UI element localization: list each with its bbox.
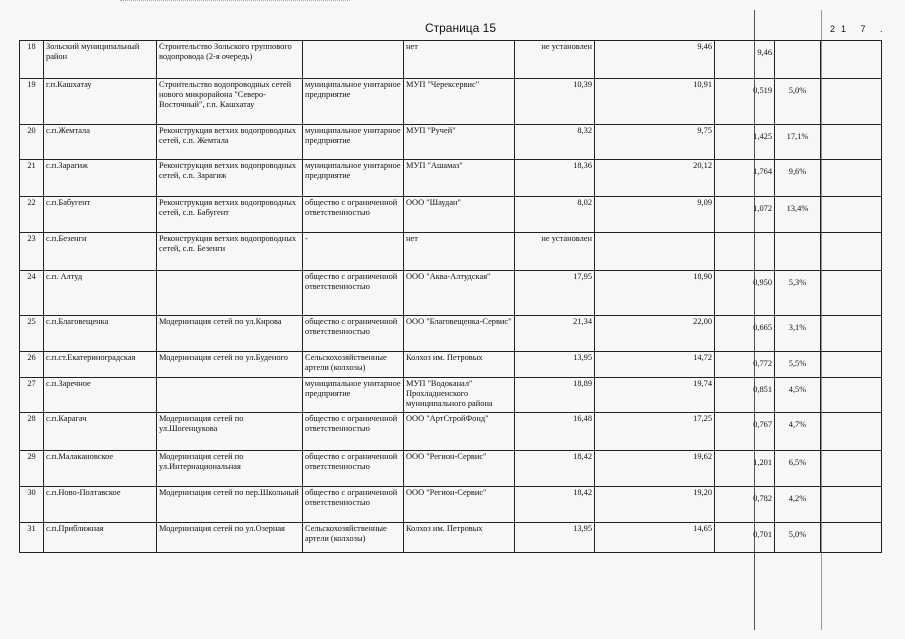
row-tariff-current: 8,32: [515, 125, 595, 160]
row-tariff-current: 18,89: [515, 378, 595, 413]
row-percent: [775, 352, 821, 378]
row-location: с.п.ст.Екатериноградская: [44, 352, 157, 378]
row-tariff-new: 19,20: [595, 487, 715, 523]
row-percent-value: 5,0%: [788, 530, 807, 539]
row-percent: [775, 413, 821, 451]
row-location: с.п. Алтуд: [44, 271, 157, 316]
row-organization: МУП "Водоканал" Прохладненского муниципального района: [404, 378, 515, 413]
row-tariff-increase: [715, 352, 775, 378]
row-tariff-increase: [715, 271, 775, 316]
row-tariff-current: 18,42: [515, 451, 595, 487]
page-title: Страница 15: [424, 21, 497, 35]
row-tariff-increase-value: 0,519: [753, 86, 772, 95]
row-org-form: Сельскохозяйственные артели (колхозы): [303, 523, 404, 553]
row-percent-value: 17,1%: [786, 132, 809, 141]
row-number: 26: [20, 352, 44, 378]
row-project: [157, 378, 303, 413]
row-tariff-current: 17,95: [515, 271, 595, 316]
row-org-form: муниципальное унитарное предприятие: [303, 125, 404, 160]
row-tariff-new: 9,09: [595, 197, 715, 233]
row-tariff-increase: [715, 125, 775, 160]
row-tariff-increase: [715, 487, 775, 523]
table-row: [20, 451, 882, 487]
row-location: Зольский муниципальный район: [44, 41, 157, 79]
row-tariff-new: 20,12: [595, 160, 715, 197]
row-tariff-current: 18,36: [515, 160, 595, 197]
row-percent: [775, 197, 821, 233]
row-number: 23: [20, 233, 44, 271]
row-organization: МУП "Ручей": [404, 125, 515, 160]
table-row: [20, 233, 882, 271]
row-organization: ООО "Шаудан": [404, 197, 515, 233]
row-location: с.п.Благовещенка: [44, 316, 157, 352]
row-organization: нет: [404, 41, 515, 79]
row-tariff-increase-value: 0,767: [753, 420, 772, 429]
row-organization: Колхоз им. Петровых: [404, 523, 515, 553]
row-organization: ООО "АртСтройФонд": [404, 413, 515, 451]
row-percent: [775, 271, 821, 316]
table-row: [20, 487, 882, 523]
row-tariff-new: 22,00: [595, 316, 715, 352]
scan-top-edge: [120, 0, 350, 4]
row-tariff-current: 16,48: [515, 413, 595, 451]
row-tariff-new: 14,65: [595, 523, 715, 553]
row-tariff-current: 21,34: [515, 316, 595, 352]
row-location: г.п.Кашхатау: [44, 79, 157, 125]
row-tariff-current: 13,95: [515, 352, 595, 378]
row-tariff-current: не установлен: [515, 233, 595, 271]
row-number: 18: [20, 41, 44, 79]
row-project: Модернизация сетей по ул.Интернациональная: [157, 451, 303, 487]
table-row: [20, 79, 882, 125]
row-empty-cell: [821, 352, 882, 378]
row-project: Строительство водопроводных сетей нового микрорайона "Северо-Восточный", г.п. Кашхатау: [157, 79, 303, 125]
row-percent-value: 13,4%: [786, 204, 809, 213]
row-project: Модернизация сетей по пер.Школьный: [157, 487, 303, 523]
row-tariff-increase: [715, 523, 775, 553]
row-project: [157, 271, 303, 316]
row-organization: нет: [404, 233, 515, 271]
row-location: с.п.Приближная: [44, 523, 157, 553]
row-project: Модернизация сетей по ул.Кирова: [157, 316, 303, 352]
row-project: Модернизация сетей по ул.Озерная: [157, 523, 303, 553]
row-tariff-current: не установлен: [515, 41, 595, 79]
row-tariff-new: 18,90: [595, 271, 715, 316]
row-org-form: муниципальное унитарное предприятие: [303, 378, 404, 413]
row-tariff-increase-value: 0,701: [753, 530, 772, 539]
row-org-form: общество с ограниченной ответственностью: [303, 451, 404, 487]
row-tariff-new: 19,74: [595, 378, 715, 413]
row-empty-cell: [821, 197, 882, 233]
row-percent-value: 4,2%: [788, 494, 807, 503]
table-row: [20, 125, 882, 160]
row-percent-value: 5,0%: [788, 86, 807, 95]
row-percent: [775, 378, 821, 413]
row-number: 25: [20, 316, 44, 352]
row-percent-value: 3,1%: [788, 323, 807, 332]
row-tariff-increase-value: 1,425: [753, 132, 772, 141]
row-location: с.п.Малакановское: [44, 451, 157, 487]
row-org-form: общество с ограниченной ответственностью: [303, 197, 404, 233]
row-number: 19: [20, 79, 44, 125]
row-organization: МУП "Ашамаз": [404, 160, 515, 197]
table-row: [20, 413, 882, 451]
row-empty-cell: [821, 79, 882, 125]
row-percent-value: 4,7%: [788, 420, 807, 429]
row-location: с.п.Карагач: [44, 413, 157, 451]
row-percent: [775, 233, 821, 271]
row-location: с.п.Безенги: [44, 233, 157, 271]
row-project: Реконструкция ветхих водопроводных сетей, с.п. Бабугент: [157, 197, 303, 233]
table-row: [20, 352, 882, 378]
row-number: 22: [20, 197, 44, 233]
row-number: 21: [20, 160, 44, 197]
row-project: Модернизация сетей по ул.Буденого: [157, 352, 303, 378]
row-percent: [775, 316, 821, 352]
row-tariff-new: 19,62: [595, 451, 715, 487]
row-tariff-current: 18,42: [515, 487, 595, 523]
row-location: с.п.Ново-Полтавское: [44, 487, 157, 523]
water-supply-table: [19, 40, 882, 553]
row-organization: Колхоз им. Петровых: [404, 352, 515, 378]
row-empty-cell: [821, 233, 882, 271]
row-project: Модернизация сетей по ул.Шогенцукова: [157, 413, 303, 451]
row-project: Строительство Зольского группового водопровода (2-я очередь): [157, 41, 303, 79]
row-empty-cell: [821, 487, 882, 523]
row-organization: ООО "Регион-Сервис": [404, 487, 515, 523]
table-row: [20, 197, 882, 233]
row-empty-cell: [821, 451, 882, 487]
row-org-form: общество с ограниченной ответственностью: [303, 316, 404, 352]
row-tariff-increase-value: 0,782: [753, 494, 772, 503]
row-empty-cell: [821, 125, 882, 160]
table-row: [20, 523, 882, 553]
row-number: 30: [20, 487, 44, 523]
row-location: с.п.Жемтала: [44, 125, 157, 160]
row-tariff-new: 10,91: [595, 79, 715, 125]
row-location: с.п.Бабугент: [44, 197, 157, 233]
row-empty-cell: [821, 316, 882, 352]
row-organization: МУП "Черексервис": [404, 79, 515, 125]
row-tariff-new: 9,46: [595, 41, 715, 79]
row-percent-value: 4,5%: [788, 385, 807, 394]
row-empty-cell: [821, 523, 882, 553]
row-tariff-current: 13,95: [515, 523, 595, 553]
row-tariff-increase: [715, 41, 775, 79]
row-organization: ООО "Аква-Алтудская": [404, 271, 515, 316]
row-tariff-increase: [715, 378, 775, 413]
row-tariff-increase-value: 1,201: [753, 458, 772, 467]
row-tariff-current: 10,39: [515, 79, 595, 125]
row-tariff-increase-value: 0,772: [753, 359, 772, 368]
row-percent: [775, 523, 821, 553]
row-number: 27: [20, 378, 44, 413]
row-tariff-increase-value: 0,950: [753, 278, 772, 287]
row-percent: [775, 41, 821, 79]
row-org-form: муниципальное унитарное предприятие: [303, 160, 404, 197]
row-number: 28: [20, 413, 44, 451]
row-number: 20: [20, 125, 44, 160]
row-tariff-increase-value: 0,851: [753, 385, 772, 394]
row-tariff-increase-value: 1,764: [753, 167, 772, 176]
row-percent: [775, 487, 821, 523]
row-percent-value: 5,3%: [788, 278, 807, 287]
row-empty-cell: [821, 413, 882, 451]
row-percent-value: 6,5%: [788, 458, 807, 467]
row-location: с.п.Зарагиж: [44, 160, 157, 197]
row-tariff-increase-value: 1,072: [753, 204, 772, 213]
row-number: 24: [20, 271, 44, 316]
row-tariff-increase: [715, 233, 775, 271]
row-empty-cell: [821, 160, 882, 197]
row-tariff-current: 8,02: [515, 197, 595, 233]
row-project: Реконструкция ветхих водопроводных сетей, с.п. Зарагиж: [157, 160, 303, 197]
table-row: [20, 41, 882, 79]
row-org-form: Сельскохозяйственные артели (колхозы): [303, 352, 404, 378]
row-org-form: [303, 41, 404, 79]
row-organization: ООО "Регион-Сервис": [404, 451, 515, 487]
row-empty-cell: [821, 271, 882, 316]
row-number: 29: [20, 451, 44, 487]
row-percent: [775, 160, 821, 197]
row-percent-value: 5,5%: [788, 359, 807, 368]
row-project: Реконструкция ветхих водопроводных сетей, с.п. Безенги: [157, 233, 303, 271]
row-empty-cell: [821, 378, 882, 413]
row-location: с.п.Заречное: [44, 378, 157, 413]
table-row: [20, 378, 882, 413]
row-tariff-increase: [715, 197, 775, 233]
row-org-form: муниципальное унитарное предприятие: [303, 79, 404, 125]
row-org-form: -: [303, 233, 404, 271]
row-tariff-increase-value: 0,665: [753, 323, 772, 332]
table-row: [20, 160, 882, 197]
row-project: Реконструкция ветхих водопроводных сетей, с.п. Жемтала: [157, 125, 303, 160]
row-tariff-new: 9,75: [595, 125, 715, 160]
row-tariff-new: 14,72: [595, 352, 715, 378]
row-organization: ООО "Благовещенка-Сервис": [404, 316, 515, 352]
row-org-form: общество с ограниченной ответственностью: [303, 271, 404, 316]
row-percent: [775, 125, 821, 160]
row-org-form: общество с ограниченной ответственностью: [303, 487, 404, 523]
row-org-form: общество с ограниченной ответственностью: [303, 413, 404, 451]
row-empty-cell: [821, 41, 882, 79]
row-tariff-new: 17,25: [595, 413, 715, 451]
row-percent-value: 9,6%: [788, 167, 807, 176]
corner-handwritten-mark: 21 7 .: [830, 24, 889, 34]
row-percent: [775, 79, 821, 125]
row-tariff-new: [595, 233, 715, 271]
row-tariff-increase: [715, 79, 775, 125]
row-tariff-increase-value: 9,46: [757, 48, 772, 57]
row-percent: [775, 451, 821, 487]
row-tariff-increase: [715, 413, 775, 451]
row-tariff-increase: [715, 160, 775, 197]
table-row: [20, 271, 882, 316]
table-row: [20, 316, 882, 352]
row-tariff-increase: [715, 451, 775, 487]
row-tariff-increase: [715, 316, 775, 352]
row-number: 31: [20, 523, 44, 553]
